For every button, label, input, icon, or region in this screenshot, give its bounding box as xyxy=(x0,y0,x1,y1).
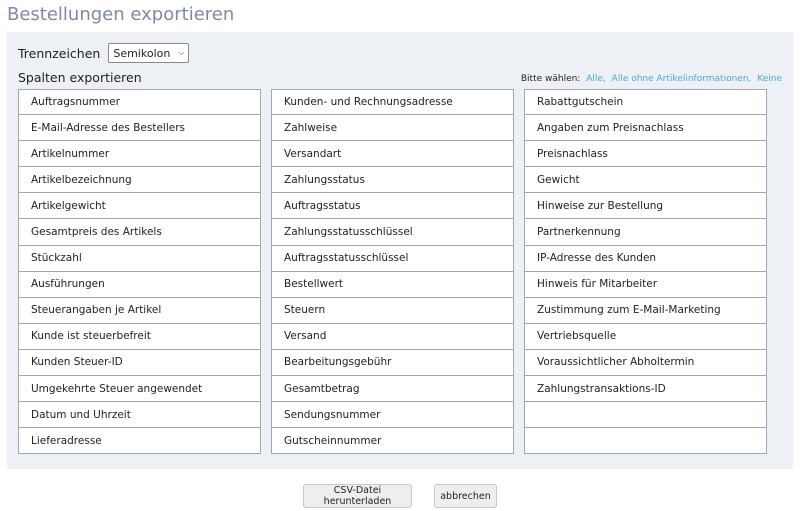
chevron-down-icon: ⌵ xyxy=(178,48,185,57)
export-column-option[interactable]: Zahlweise xyxy=(271,115,514,141)
select-all-without-items-link[interactable]: Alle ohne Artikelinformationen, xyxy=(611,74,752,84)
export-column-option[interactable]: Kunden- und Rechnungsadresse xyxy=(271,89,514,115)
export-column-option[interactable]: Bestellwert xyxy=(271,272,514,298)
export-column-option[interactable]: Kunden Steuer-ID xyxy=(18,350,261,376)
export-column-option[interactable]: Artikelnummer xyxy=(18,141,261,167)
empty-cell xyxy=(524,402,767,428)
export-column-option[interactable]: Steuerangaben je Artikel xyxy=(18,298,261,324)
export-column-option[interactable]: Sendungsnummer xyxy=(271,402,514,428)
export-column-option[interactable]: Ausführungen xyxy=(18,272,261,298)
export-column-option[interactable]: Bearbeitungsgebühr xyxy=(271,350,514,376)
export-column-option[interactable]: Vertriebsquelle xyxy=(524,324,767,350)
export-column-option[interactable]: Auftragsnummer xyxy=(18,89,261,115)
export-column-option[interactable]: E-Mail-Adresse des Bestellers xyxy=(18,115,261,141)
columns-title: Spalten exportieren xyxy=(18,70,142,85)
export-column-option[interactable]: Auftragsstatusschlüssel xyxy=(271,246,514,272)
export-column-option[interactable]: Gutscheinnummer xyxy=(271,428,514,454)
export-column-option[interactable]: Umgekehrte Steuer angewendet xyxy=(18,376,261,402)
separator-select[interactable] xyxy=(108,43,189,63)
select-all-link[interactable]: Alle, xyxy=(586,74,606,84)
download-csv-button[interactable]: CSV-Datei herunterladen xyxy=(303,484,412,508)
export-column-option[interactable]: Auftragsstatus xyxy=(271,193,514,219)
column-list-3 xyxy=(524,89,767,454)
export-column-option[interactable]: Stückzahl xyxy=(18,246,261,272)
empty-cell xyxy=(524,428,767,454)
separator-value: Semikolon xyxy=(113,46,171,60)
export-column-option[interactable]: Versand xyxy=(271,324,514,350)
export-column-option[interactable]: Zahlungstransaktions-ID xyxy=(524,376,767,402)
separator-label: Trennzeichen xyxy=(18,45,101,61)
export-column-option[interactable]: Lieferadresse xyxy=(18,428,261,454)
export-column-option[interactable]: Zustimmung zum E-Mail-Marketing xyxy=(524,298,767,324)
separator-row xyxy=(18,43,189,63)
export-column-option[interactable]: Hinweis für Mitarbeiter xyxy=(524,272,767,298)
select-hint xyxy=(521,74,782,84)
export-column-option[interactable]: Versandart xyxy=(271,141,514,167)
export-column-option[interactable]: Hinweise zur Bestellung xyxy=(524,193,767,219)
page-title: Bestellungen exportieren xyxy=(7,4,235,25)
export-column-option[interactable]: Artikelgewicht xyxy=(18,193,261,219)
column-list-1 xyxy=(18,89,261,454)
export-column-option[interactable]: Datum und Uhrzeit xyxy=(18,402,261,428)
export-column-option[interactable]: Preisnachlass xyxy=(524,141,767,167)
export-column-option[interactable]: Artikelbezeichnung xyxy=(18,167,261,193)
select-none-link[interactable]: Keine xyxy=(757,74,782,84)
export-column-option[interactable]: Gesamtbetrag xyxy=(271,376,514,402)
export-column-option[interactable]: Kunde ist steuerbefreit xyxy=(18,324,261,350)
export-column-option[interactable]: Zahlungsstatus xyxy=(271,167,514,193)
cancel-button[interactable]: abbrechen xyxy=(434,484,497,508)
export-column-option[interactable]: Gesamtpreis des Artikels xyxy=(18,219,261,245)
export-column-option[interactable]: Gewicht xyxy=(524,167,767,193)
export-column-option[interactable]: Angaben zum Preisnachlass xyxy=(524,115,767,141)
export-column-option[interactable]: Steuern xyxy=(271,298,514,324)
select-hint-label: Bitte wählen: xyxy=(520,74,581,84)
export-column-option[interactable]: Voraussichtlicher Abholtermin xyxy=(524,350,767,376)
export-column-option[interactable]: IP-Adresse des Kunden xyxy=(524,246,767,272)
export-column-option[interactable]: Zahlungsstatusschlüssel xyxy=(271,219,514,245)
export-column-option[interactable]: Partnerkennung xyxy=(524,219,767,245)
export-panel xyxy=(7,32,793,469)
column-list-2 xyxy=(271,89,514,454)
export-column-option[interactable]: Rabattgutschein xyxy=(524,89,767,115)
